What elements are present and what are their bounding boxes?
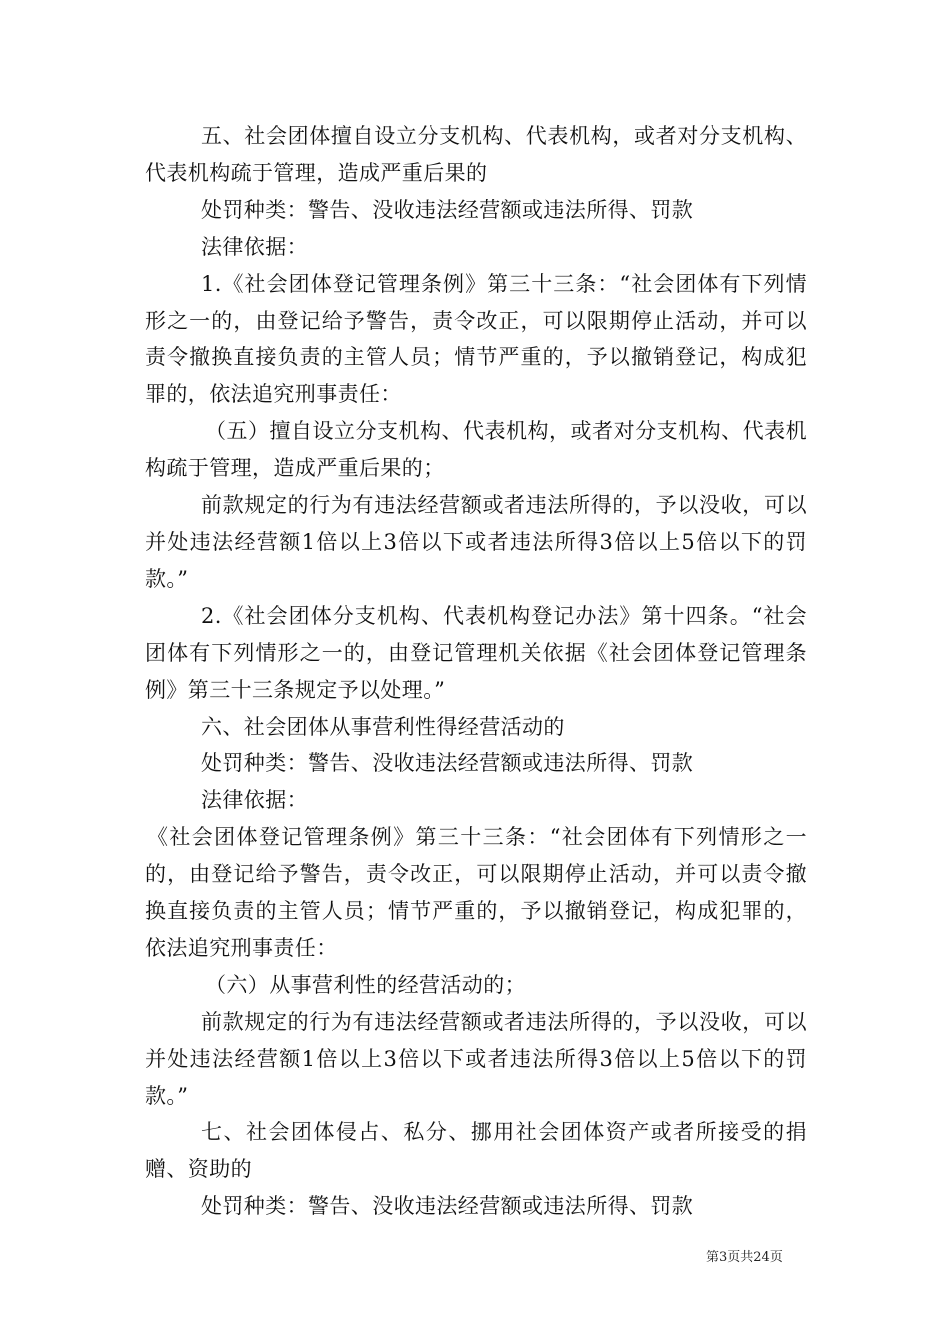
document-body bbox=[145, 118, 807, 1225]
legal-basis-5-clause-1: 1.《社会团体登记管理条例》第三十三条：“社会团体有下列情形之一的，由登记给予警告，责令改正，可以限期停止活动，并可以责令撤换直接负责的主管人员；情节严重的，予以撤销登记，构成犯罪的，依法追究刑事责任： bbox=[145, 271, 807, 407]
penalty-type-5: 处罚种类：警告、没收违法经营额或违法所得、罚款 bbox=[201, 197, 694, 222]
legal-basis-5-fine: 前款规定的行为有违法经营额或者违法所得的，予以没收，可以并处违法经营额1倍以上3倍以下或者违法所得3倍以上5倍以下的罚款。” bbox=[145, 493, 807, 591]
penalty-type-7: 处罚种类：警告、没收违法经营额或违法所得、罚款 bbox=[201, 1194, 694, 1219]
legal-basis-6-subitem: （六）从事营利性的经营活动的； bbox=[205, 972, 526, 997]
legal-basis-5-subitem: （五）擅自设立分支机构、代表机构，或者对分支机构、代表机构疏于管理，造成严重后果的； bbox=[145, 419, 807, 481]
legal-basis-6-fine: 前款规定的行为有违法经营额或者违法所得的，予以没收，可以并处违法经营额1倍以上3倍以下或者违法所得3倍以上5倍以下的罚款。” bbox=[145, 1009, 807, 1108]
heading-item-6: 六、社会团体从事营利性得经营活动的 bbox=[201, 714, 565, 739]
legal-basis-6-clause: 《社会团体登记管理条例》第三十三条：“社会团体有下列情形之一的，由登记给予警告，责令改正，可以限期停止活动，并可以责令撤换直接负责的主管人员；情节严重的，予以撤销登记，构成犯罪的，依法追究刑事责任： bbox=[145, 825, 807, 960]
penalty-type-6: 处罚种类：警告、没收违法经营额或违法所得、罚款 bbox=[201, 751, 694, 776]
heading-item-7: 七、社会团体侵占、私分、挪用社会团体资产或者所接受的捐赠、资助的 bbox=[145, 1120, 807, 1182]
page-number: 第3页共24页 bbox=[706, 1250, 783, 1265]
legal-basis-label-6: 法律依据： bbox=[201, 788, 308, 813]
legal-basis-label-5: 法律依据： bbox=[201, 234, 308, 259]
legal-basis-5-clause-2: 2.《社会团体分支机构、代表机构登记办法》第十四条。“社会团体有下列情形之一的，由登记管理机关依据《社会团体登记管理条例》第三十三条规定予以处理。” bbox=[145, 603, 807, 702]
heading-item-5: 五、社会团体擅自设立分支机构、代表机构，或者对分支机构、代表机构疏于管理，造成严重后果的 bbox=[145, 124, 807, 185]
